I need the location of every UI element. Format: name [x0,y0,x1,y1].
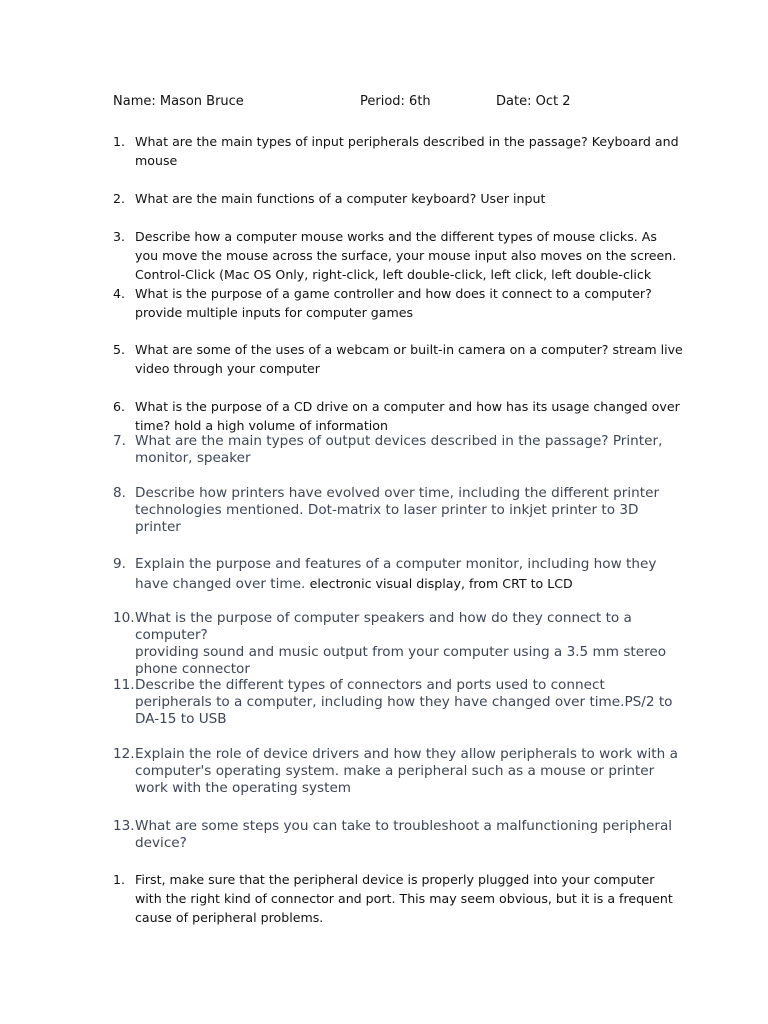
item-number: 9. [113,556,126,572]
question-text: What is the purpose of computer speakers and how do they connect to a computer? [135,610,632,643]
question-text: Explain the role of device drivers and how they allow peripherals to work with a computer's operating system. make a peripheral such as a mouse or printer work with the operating system [135,746,678,796]
item-number: 12. [113,746,135,762]
student-header [113,94,693,114]
question-text: What are some of the uses of a webcam or built-in camera on a computer? stream live video through your computer [135,342,683,376]
list-item [113,746,683,797]
answer-text: First, make sure that the peripheral device is properly plugged into your computer with the right kind of connector and port. This may seem obvious, but it is a frequent cause of peripheral problems. [135,872,673,925]
item-number: 2. [113,191,126,206]
answer-text: providing sound and music output from your computer using a 3.5 mm stereo phone connector [135,644,667,677]
question-text: What are the main types of output devices described in the passage? Printer, monitor, speaker [135,433,663,466]
item-number: 6. [113,399,126,414]
question-text: What are the main functions of a computer keyboard? User input [135,191,546,206]
question-text: What are the main types of input peripherals described in the passage? Keyboard and mouse [135,134,679,168]
list-item [113,340,683,378]
question-text: What is the purpose of a CD drive on a computer and how has its usage changed over time? hold a high volume of information [135,399,680,433]
list-item [113,189,683,208]
date-field: Date: Oct 2 [496,94,571,109]
item-number: 5. [113,342,126,357]
list-item [113,818,683,852]
item-number: 8. [113,485,126,501]
question-text: Describe the different types of connectors and ports used to connect peripherals to a computer, including how they have changed over time.PS/2 to DA-15 to USB [135,677,673,727]
list-item [113,870,683,927]
item-number: 1. [113,872,126,887]
item-number: 7. [113,433,126,449]
question-body [135,555,683,594]
list-item [113,555,683,594]
question-text: Describe how a computer mouse works and the different types of mouse clicks. As you move the mouse across the surface, your mouse input also moves on the screen. Control-Click (Mac OS Only, right-click, left double-click, left click, left double-click [135,229,677,282]
item-number: 4. [113,286,126,301]
answer-text: electronic visual display, from CRT to LCD [309,576,573,591]
item-number: 13. [113,818,135,834]
list-item [113,284,683,322]
question-text: What is the purpose of a game controller and how does it connect to a computer? provide multiple inputs for computer games [135,286,652,320]
question-text: Describe how printers have evolved over time, including the different printer technologies mentioned. Dot-matrix to laser printer to inkjet printer to 3D printer [135,485,660,535]
list-item [113,433,683,467]
item-number: 1. [113,134,126,149]
list-item [113,132,683,170]
student-name: Name: Mason Bruce [113,94,244,109]
class-period: Period: 6th [360,94,431,109]
question-text: Explain the purpose and features of a computer monitor, including how they have changed over time. [135,556,657,592]
item-number: 11. [113,677,135,693]
list-item [113,677,683,728]
item-number: 10. [113,610,135,626]
list-item [113,397,683,435]
item-number: 3. [113,229,126,244]
list-item [113,610,683,678]
list-item [113,485,683,536]
list-item [113,227,683,284]
question-text: What are some steps you can take to troubleshoot a malfunctioning peripheral device? [135,818,673,851]
